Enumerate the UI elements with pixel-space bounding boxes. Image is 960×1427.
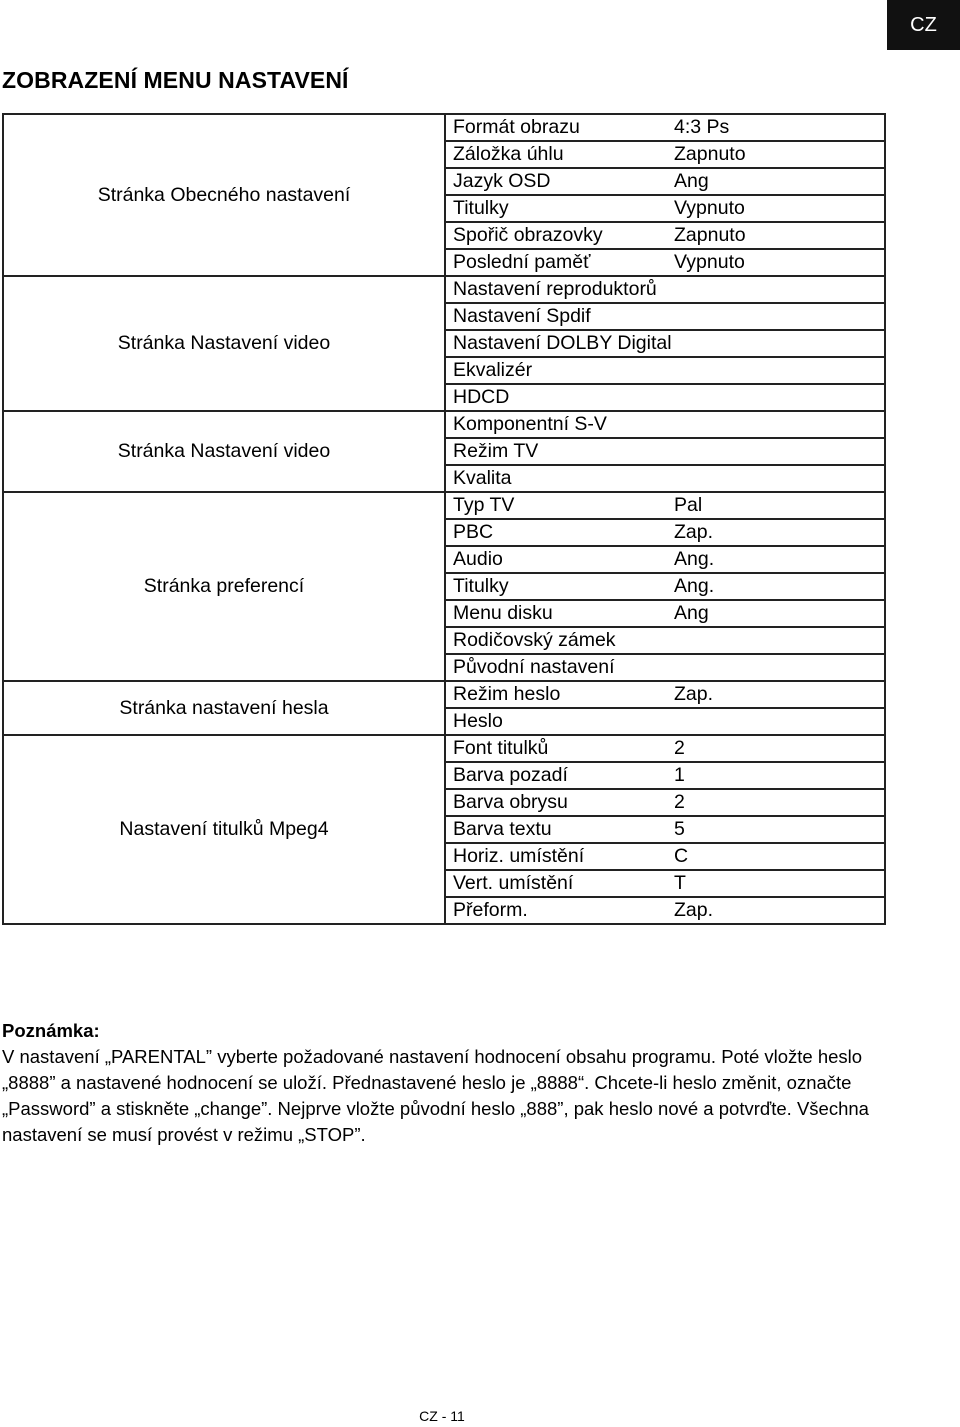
setting-name: Audio: [453, 548, 503, 570]
setting-value: Zap.: [674, 521, 714, 543]
setting-cell: [445, 114, 885, 141]
setting-name: Formát obrazu: [453, 116, 580, 138]
setting-name: Jazyk OSD: [453, 170, 551, 192]
note-title: Poznámka:: [2, 1020, 100, 1041]
language-badge: CZ: [887, 0, 960, 50]
setting-cell: [445, 249, 885, 276]
setting-name: Barva obrysu: [453, 791, 568, 813]
setting-cell: [445, 303, 885, 330]
group-label: Nastavení titulků Mpeg4: [3, 735, 445, 924]
setting-cell: [445, 465, 885, 492]
group-label: Stránka nastavení hesla: [3, 681, 445, 735]
setting-cell: [445, 708, 885, 735]
setting-cell: [445, 330, 885, 357]
setting-cell: [445, 492, 885, 519]
group-label: Stránka preferencí: [3, 492, 445, 681]
group-label: Stránka Obecného nastavení: [3, 114, 445, 276]
setting-cell: [445, 789, 885, 816]
settings-row: [3, 276, 885, 303]
setting-cell: [445, 411, 885, 438]
setting-cell: [445, 384, 885, 411]
settings-row: [3, 492, 885, 519]
setting-name: HDCD: [453, 386, 510, 408]
setting-value: Ang.: [674, 575, 715, 597]
setting-value: Pal: [674, 494, 703, 516]
setting-cell: [445, 627, 885, 654]
setting-value: Ang: [674, 602, 709, 624]
setting-cell: [445, 897, 885, 924]
setting-cell: [445, 735, 885, 762]
page-number: CZ - 11: [419, 1408, 465, 1424]
setting-name: Heslo: [453, 710, 503, 732]
setting-value: C: [674, 845, 689, 867]
setting-name: Poslední paměť: [453, 251, 591, 273]
setting-cell: [445, 222, 885, 249]
settings-menu-table: [2, 113, 886, 925]
setting-value: 5: [674, 818, 685, 840]
setting-cell: [445, 168, 885, 195]
setting-value: 1: [674, 764, 685, 786]
setting-cell: [445, 546, 885, 573]
setting-cell: [445, 438, 885, 465]
settings-row: [3, 114, 885, 141]
setting-value: 4:3 Ps: [674, 116, 730, 138]
setting-cell: [445, 843, 885, 870]
setting-name: Horiz. umístění: [453, 845, 585, 867]
setting-name: Režim TV: [453, 440, 539, 462]
settings-row: [3, 411, 885, 438]
setting-name: Titulky: [453, 197, 509, 219]
setting-cell: [445, 654, 885, 681]
settings-table-body: [3, 114, 885, 924]
setting-name: Režim heslo: [453, 683, 561, 705]
page-title: ZOBRAZENÍ MENU NASTAVENÍ: [2, 67, 349, 93]
setting-name: Nastavení DOLBY Digital: [453, 332, 672, 354]
setting-value: T: [674, 872, 686, 894]
group-label: Stránka Nastavení video: [3, 411, 445, 492]
setting-value: Vypnuto: [674, 197, 745, 219]
setting-name: Barva pozadí: [453, 764, 568, 786]
setting-value: Zap.: [674, 899, 714, 921]
setting-value: 2: [674, 791, 685, 813]
setting-cell: [445, 681, 885, 708]
setting-name: Nastavení reproduktorů: [453, 278, 657, 300]
note-body: V nastavení „PARENTAL” vyberte požadované nastavení hodnocení obsahu programu. Poté vložte heslo „8888” a nastavené hodnocení se uloží. Přednastavené heslo je „8888“. Chcete-li heslo změnit, označte „Password” a stiskněte „change”. Nejprve vložte původní heslo „888”, pak heslo nové a potvrďte. Všechna nastavení se musí provést v režimu „STOP”.: [2, 1046, 869, 1145]
setting-name: Záložka úhlu: [453, 143, 564, 165]
setting-name: Font titulků: [453, 737, 549, 759]
setting-value: Zapnuto: [674, 224, 746, 246]
setting-name: Kvalita: [453, 467, 512, 489]
setting-cell: [445, 195, 885, 222]
group-label: Stránka Nastavení video: [3, 276, 445, 411]
setting-cell: [445, 870, 885, 897]
setting-name: Menu disku: [453, 602, 553, 624]
setting-value: Zap.: [674, 683, 714, 705]
setting-value: 2: [674, 737, 685, 759]
setting-value: Zapnuto: [674, 143, 746, 165]
setting-cell: [445, 141, 885, 168]
settings-row: [3, 735, 885, 762]
setting-name: Původní nastavení: [453, 656, 615, 678]
setting-name: Titulky: [453, 575, 509, 597]
setting-cell: [445, 573, 885, 600]
setting-value: Vypnuto: [674, 251, 745, 273]
note-section: [2, 1018, 902, 1148]
setting-name: Komponentní S-V: [453, 413, 607, 435]
setting-cell: [445, 276, 885, 303]
setting-name: Barva textu: [453, 818, 552, 840]
setting-name: Rodičovský zámek: [453, 629, 616, 651]
setting-cell: [445, 600, 885, 627]
setting-name: PBC: [453, 521, 494, 543]
setting-cell: [445, 816, 885, 843]
setting-name: Nastavení Spdif: [453, 305, 591, 327]
setting-name: Typ TV: [453, 494, 515, 516]
setting-value: Ang: [674, 170, 709, 192]
setting-name: Přeform.: [453, 899, 528, 921]
setting-value: Ang.: [674, 548, 715, 570]
setting-name: Spořič obrazovky: [453, 224, 603, 246]
settings-row: [3, 681, 885, 708]
setting-cell: [445, 519, 885, 546]
setting-name: Vert. umístění: [453, 872, 574, 894]
setting-cell: [445, 357, 885, 384]
setting-name: Ekvalizér: [453, 359, 533, 381]
setting-cell: [445, 762, 885, 789]
